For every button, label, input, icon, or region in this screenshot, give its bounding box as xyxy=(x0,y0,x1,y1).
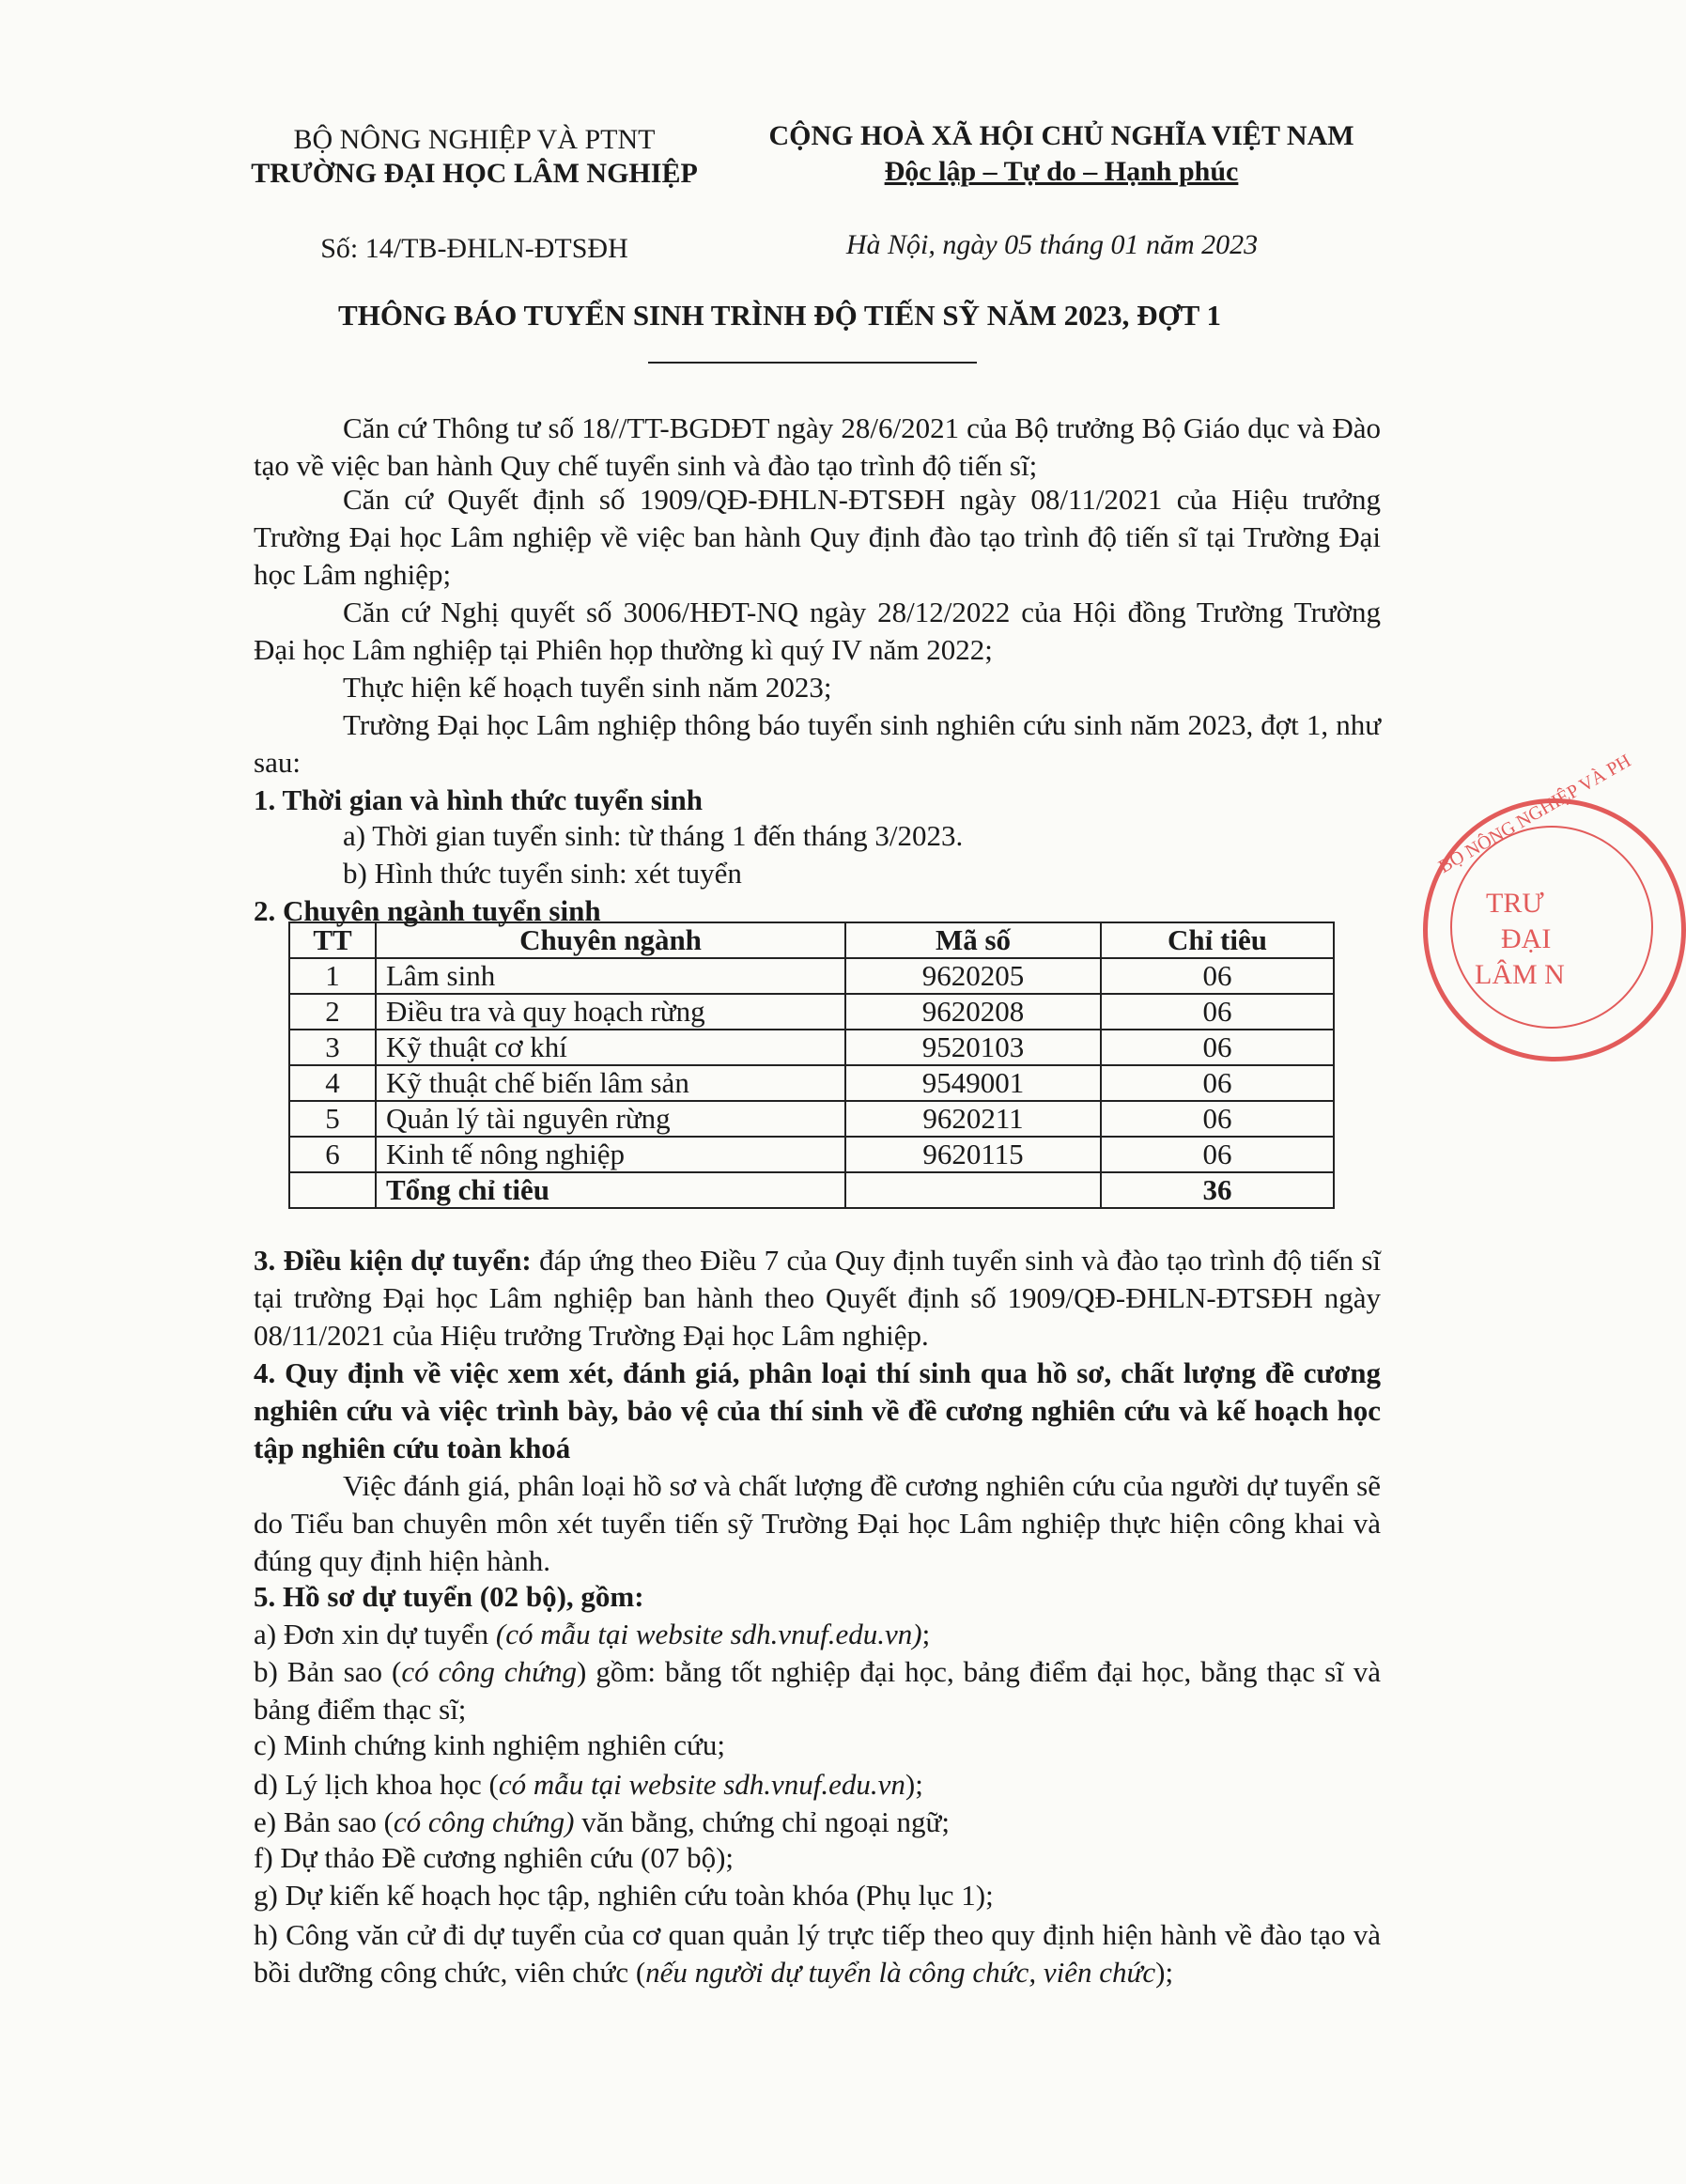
stamp-ring-text: BỘ NÔNG NGHIỆP VÀ PH xyxy=(1435,750,1635,878)
section-5-item-c: c) Minh chứng kinh nghiệm nghiên cứu; xyxy=(254,1728,725,1761)
section-5-item-h xyxy=(254,1916,1381,1991)
total-value: 36 xyxy=(1101,1172,1334,1208)
cell-code: 9620208 xyxy=(845,994,1101,1030)
item-b-note: có công chứng xyxy=(401,1655,578,1688)
preamble-5 xyxy=(254,706,1381,782)
cell-major: Kinh tế nông nghiệp xyxy=(376,1137,845,1172)
preamble-4-text: Thực hiện kế hoạch tuyển sinh năm 2023; xyxy=(343,671,832,704)
stamp-line-2: ĐẠI xyxy=(1501,923,1552,954)
section-4-heading: 4. Quy định về việc xem xét, đánh giá, phân loại thí sinh qua hồ sơ, chất lượng đề cương nghiên cứu và việc trình bày, bảo vệ của thí sinh về đề cương nghiên cứu và kế hoạch học tập nghiên cứu toàn khoá xyxy=(254,1356,1381,1464)
col-header-code: Mã số xyxy=(845,922,1101,958)
item-e-end: văn bằng, chứng chỉ ngoại ngữ; xyxy=(574,1805,950,1838)
table-total-row xyxy=(289,1172,1334,1208)
item-d-end: ); xyxy=(905,1768,923,1801)
document-number: Số: 14/TB-ĐHLN-ĐTSĐH xyxy=(320,233,628,264)
section-1-item-b: b) Hình thức tuyển sinh: xét tuyển xyxy=(343,857,742,890)
cell-code: 9620205 xyxy=(845,958,1101,994)
cell-tt: 3 xyxy=(289,1030,376,1065)
total-label: Tổng chỉ tiêu xyxy=(376,1172,845,1208)
table-row xyxy=(289,994,1334,1030)
quota-table-header xyxy=(289,922,1334,958)
preamble-4 xyxy=(254,669,1381,706)
document-title: THÔNG BÁO TUYỂN SINH TRÌNH ĐỘ TIẾN SỸ NĂM 2023, ĐỢT 1 xyxy=(338,299,1221,332)
cell-quota: 06 xyxy=(1101,1065,1334,1101)
table-row xyxy=(289,1101,1334,1137)
item-h-note: nếu người dự tuyển là công chức, viên chức xyxy=(645,1956,1156,1989)
ministry-name: BỘ NÔNG NGHIỆP VÀ PTNT xyxy=(293,124,656,155)
cell-quota: 06 xyxy=(1101,958,1334,994)
item-b-end: ) gồm: bằng tốt nghiệp đại học, bảng điểm đại học, bằng thạc sĩ và bảng điểm thạc sĩ; xyxy=(254,1655,1382,1726)
table-row xyxy=(289,958,1334,994)
quota-table xyxy=(288,922,1335,1209)
section-4-text xyxy=(254,1467,1381,1580)
cell-quota: 06 xyxy=(1101,1030,1334,1065)
cell-major: Kỹ thuật cơ khí xyxy=(376,1030,845,1065)
cell-major: Lâm sinh xyxy=(376,958,845,994)
cell-tt: 2 xyxy=(289,994,376,1030)
cell-major: Điều tra và quy hoạch rừng xyxy=(376,994,845,1030)
col-header-major: Chuyên ngành xyxy=(376,922,845,958)
cell-empty xyxy=(289,1172,376,1208)
official-stamp xyxy=(1423,750,1686,1061)
section-3 xyxy=(254,1242,1381,1355)
stamp-line-1: TRƯ xyxy=(1486,888,1544,919)
cell-quota: 06 xyxy=(1101,994,1334,1030)
item-b-text: b) Bản sao ( xyxy=(254,1655,402,1688)
cell-tt: 5 xyxy=(289,1101,376,1137)
col-header-tt: TT xyxy=(289,922,376,958)
item-e-text: e) Bản sao ( xyxy=(254,1805,394,1838)
item-e-note: có công chứng) xyxy=(393,1805,575,1838)
section-5-item-f: f) Dự thảo Đề cương nghiên cứu (07 bộ); xyxy=(254,1841,735,1874)
national-motto: Độc lập – Tự do – Hạnh phúc xyxy=(884,156,1239,187)
section-5-item-b xyxy=(254,1653,1381,1728)
section-3-text: đáp ứng theo Điều 7 của Quy định tuyển sinh và đào tạo trình độ tiến sĩ tại trường Đại học Lâm nghiệp ban hành theo Quyết định số 1909/QĐ-ĐHLN-ĐTSĐH ngày 08/11/2021 của Hiệu trưởng Trường Đại học Lâm nghiệp. xyxy=(254,1244,1382,1352)
title-underline xyxy=(648,362,977,364)
cell-tt: 4 xyxy=(289,1065,376,1101)
item-a-end: ; xyxy=(921,1618,931,1650)
preamble-2 xyxy=(254,481,1381,594)
item-h-text: h) Công văn cử đi dự tuyển của cơ quan quản lý trực tiếp theo quy định hiện hành về đào tạo và bồi dưỡng công chức, viên chức ( xyxy=(254,1918,1381,1989)
item-d-text: d) Lý lịch khoa học ( xyxy=(254,1768,499,1801)
preamble-5-text: Trường Đại học Lâm nghiệp thông báo tuyển sinh nghiên cứu sinh năm 2023, đợt 1, như sau: xyxy=(254,708,1381,779)
university-name: TRƯỜNG ĐẠI HỌC LÂM NGHIỆP xyxy=(251,158,698,189)
cell-empty xyxy=(845,1172,1101,1208)
section-4-body: Việc đánh giá, phân loại hồ sơ và chất lượng đề cương nghiên cứu của người dự tuyển sẽ do Tiểu ban chuyên môn xét tuyển tiến sỹ Trường Đại học Lâm nghiệp thực hiện công khai và đúng quy định hiện hành. xyxy=(254,1469,1381,1577)
document-date: Hà Nội, ngày 05 tháng 01 năm 2023 xyxy=(845,229,1259,260)
col-header-quota: Chỉ tiêu xyxy=(1101,922,1334,958)
cell-code: 9520103 xyxy=(845,1030,1101,1065)
table-row xyxy=(289,1065,1334,1101)
section-5-item-g: g) Dự kiến kế hoạch học tập, nghiên cứu toàn khóa (Phụ lục 1); xyxy=(254,1879,994,1912)
section-1-heading: 1. Thời gian và hình thức tuyển sinh xyxy=(254,783,703,816)
cell-tt: 6 xyxy=(289,1137,376,1172)
national-title: CỘNG HOÀ XÃ HỘI CHỦ NGHĨA VIỆT NAM xyxy=(768,120,1354,151)
item-d-note: có mẫu tại website sdh.vnuf.edu.vn xyxy=(498,1768,905,1801)
cell-major: Kỹ thuật chế biến lâm sản xyxy=(376,1065,845,1101)
item-a-note: (có mẫu tại website sdh.vnuf.edu.vn) xyxy=(495,1618,922,1650)
section-3-heading: 3. Điều kiện dự tuyển: xyxy=(254,1244,532,1277)
preamble-3 xyxy=(254,594,1381,669)
preamble-3-text: Căn cứ Nghị quyết số 3006/HĐT-NQ ngày 28/12/2022 của Hội đồng Trường Trường Đại học Lâm nghiệp tại Phiên họp thường kì quý IV năm 2022; xyxy=(254,596,1381,666)
cell-major: Quản lý tài nguyên rừng xyxy=(376,1101,845,1137)
preamble-2-text: Căn cứ Quyết định số 1909/QĐ-ĐHLN-ĐTSĐH ngày 08/11/2021 của Hiệu trưởng Trường Đại học Lâm nghiệp về việc ban hành Quy định đào tạo trình độ tiến sĩ tại Trường Đại học Lâm nghiệp; xyxy=(254,483,1381,591)
stamp-line-3: LÂM N xyxy=(1475,959,1565,990)
section-5-item-d xyxy=(254,1766,1381,1804)
cell-tt: 1 xyxy=(289,958,376,994)
preamble-1 xyxy=(254,410,1381,485)
cell-code: 9620211 xyxy=(845,1101,1101,1137)
cell-quota: 06 xyxy=(1101,1137,1334,1172)
cell-quota: 06 xyxy=(1101,1101,1334,1137)
item-h-end: ); xyxy=(1155,1956,1174,1989)
table-row xyxy=(289,1030,1334,1065)
table-row xyxy=(289,1137,1334,1172)
cell-code: 9549001 xyxy=(845,1065,1101,1101)
item-a-text: a) Đơn xin dự tuyển xyxy=(254,1618,496,1650)
cell-code: 9620115 xyxy=(845,1137,1101,1172)
section-1-item-a: a) Thời gian tuyển sinh: từ tháng 1 đến tháng 3/2023. xyxy=(343,819,964,852)
section-5-item-a xyxy=(254,1616,1381,1653)
section-2-heading: 2. Chuyên ngành tuyển sinh xyxy=(254,894,601,927)
preamble-1-text: Căn cứ Thông tư số 18//TT-BGDĐT ngày 28/6/2021 của Bộ trưởng Bộ Giáo dục và Đào tạo về việc ban hành Quy chế tuyển sinh và đào tạo trình độ tiến sĩ; xyxy=(254,411,1381,482)
section-5-heading: 5. Hồ sơ dự tuyển (02 bộ), gồm: xyxy=(254,1580,644,1613)
section-5-item-e xyxy=(254,1804,1381,1841)
